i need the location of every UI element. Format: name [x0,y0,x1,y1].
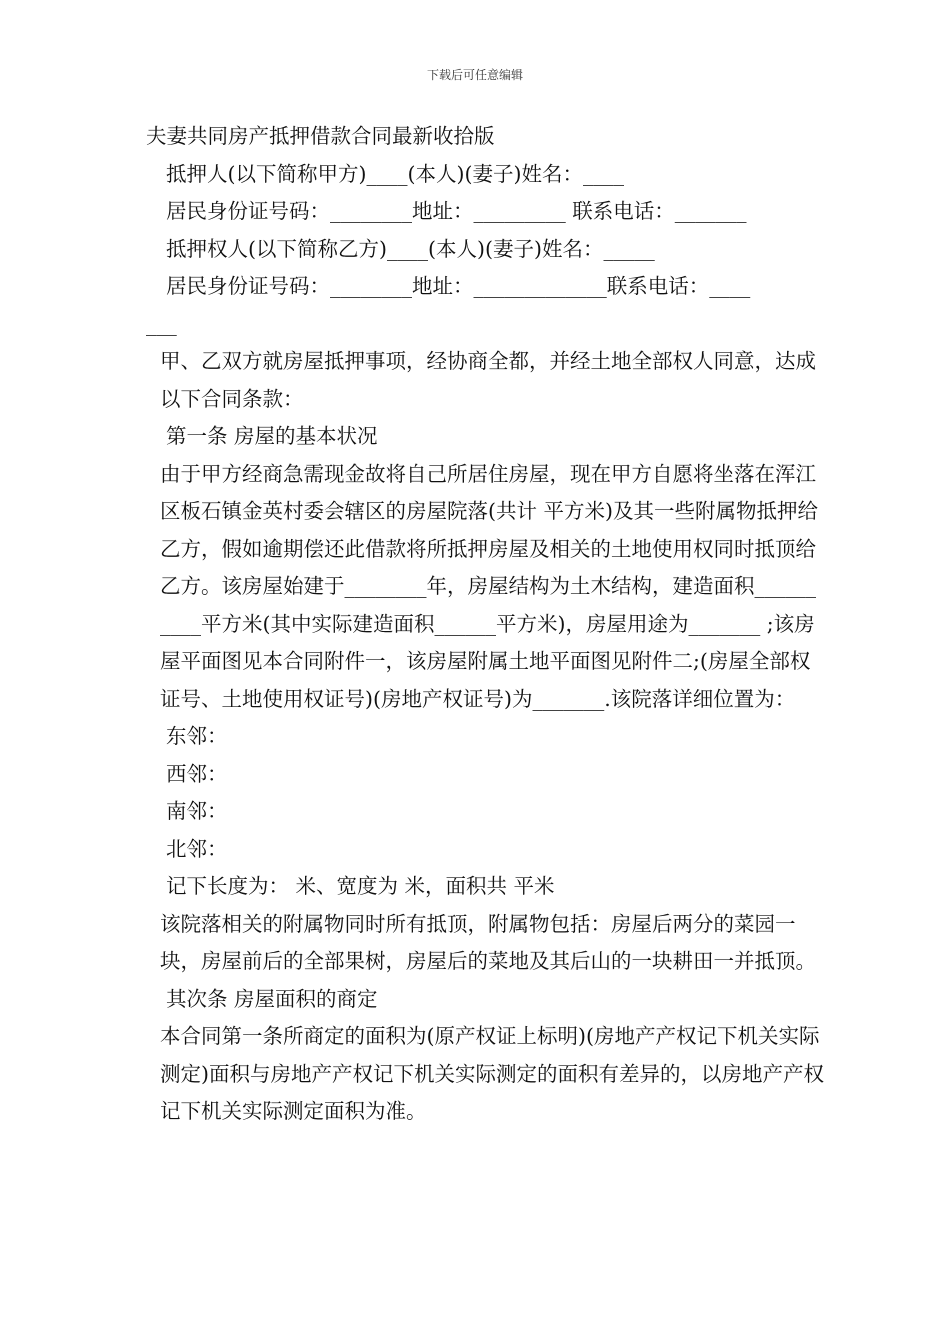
article-1-heading: 第一条 房屋的基本状况 [166,424,378,448]
dimensions-line: 记下长度为： 米、宽度为 米，面积共 平米 [166,874,555,898]
west-neighbor: 西邻： [166,761,228,786]
south-neighbor: 南邻： [166,799,228,823]
party-b-line: 抵押权人(以下简称乙方)____(本人)(妻子)姓名：_____ [166,236,655,261]
party-b-id-line: 居民身份证号码：________地址：_____________联系电话：____ [166,274,751,298]
contract-document [146,118,826,1131]
party-a-line: 抵押人(以下简称甲方)____(本人)(妻子)姓名：____ [166,161,624,186]
east-neighbor: 东邻： [166,724,228,748]
article-1-body: 由于甲方经商急需现金故将自己所居住房屋，现在甲方自愿将坐落在浑江区板石镇金英村委会辖区的房屋院落(共计 平方米)及其一些附属物抵押给乙方，假如逾期偿还此借款将所抵押房屋及相关的土地使用权同时抵顶给乙方。该房屋始建于________年，房屋结构为土木结构，建造面积__________平方米(其中实际建造面积______平方米)，房屋用途为_______ ;该房屋平面图见本合同附件一，该房屋附属土地平面图见附件二;(房屋全部权证号、土地使用权证号)(房地产权证号)为_______.该院落详细位置为： [160,461,819,711]
party-a-id-line: 居民身份证号码：________地址：_________ 联系电话：_______ [166,199,747,223]
header-note: 下载后可任意编辑 [426,68,523,82]
intro-paragraph: 甲、乙双方就房屋抵押事项，经协商全都，并经土地全部权人同意，达成以下合同条款： [160,349,816,411]
attachments-paragraph: 该院落相关的附属物同时所有抵顶，附属物包括：房屋后两分的菜园一块，房屋前后的全部果树，房屋后的菜地及其后山的一块耕田一并抵顶。 [160,911,816,973]
article-2-body: 本合同第一条所商定的面积为(原产权证上标明)(房地产产权记下机关实际测定)面积与房地产产权记下机关实际测定的面积有差异的，以房地产产权记下机关实际测定面积为准。 [160,1024,824,1123]
party-b-id-line-continuation: ___ [146,311,177,336]
north-neighbor: 北邻： [166,836,228,861]
document-title: 夫妻共同房产抵押借款合同最新收拾版 [146,124,495,148]
article-2-heading: 其次条 房屋面积的商定 [166,986,378,1011]
